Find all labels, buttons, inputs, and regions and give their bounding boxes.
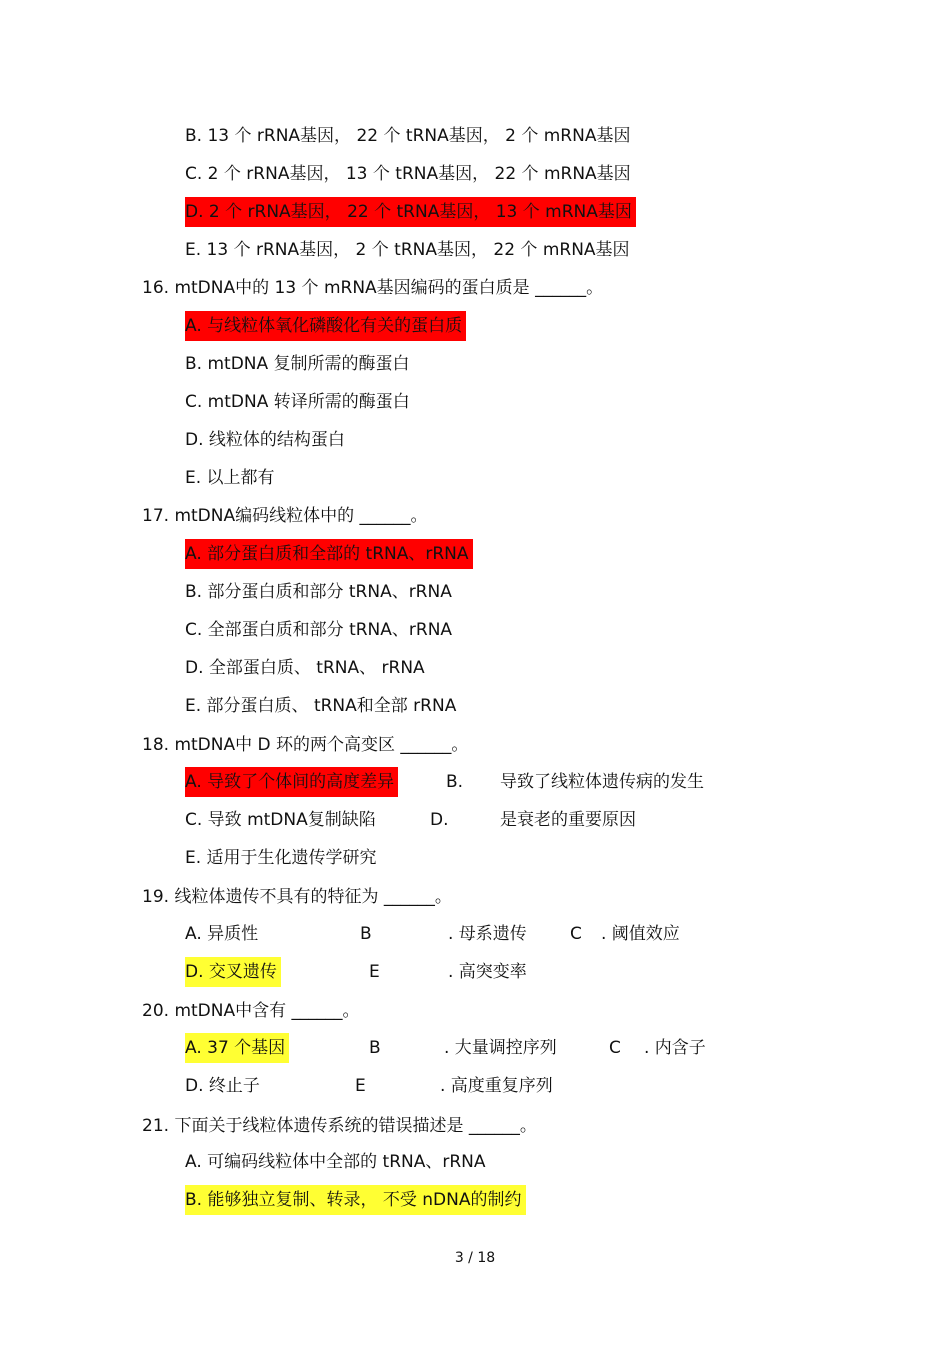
q19-option-b-letter: B (360, 924, 372, 944)
option-d-answer (185, 197, 636, 221)
question-17-stem: 17. mtDNA编码线粒体中的 ______。 (142, 506, 428, 526)
q21-option-b-answer (185, 1185, 526, 1209)
option-c: C. 2 个 rRNA基因， 13 个 tRNA基因， 22 个 mRNA基因 (185, 164, 631, 184)
question-16-stem: 16. mtDNA中的 13 个 mRNA基因编码的蛋白质是 ______。 (142, 278, 604, 298)
question-18-stem: 18. mtDNA中 D 环的两个高变区 ______。 (142, 735, 469, 755)
q19-option-a: A. 异质性 (185, 924, 259, 944)
q19-option-e-text: . 高突变率 (448, 962, 527, 982)
q16-option-b: B. mtDNA 复制所需的酶蛋白 (185, 354, 410, 374)
q20-option-c-letter: C (609, 1038, 621, 1058)
q19-option-b-text: . 母系遗传 (448, 924, 527, 944)
q18-option-d-letter: D. (430, 810, 449, 830)
q18-option-e: E. 适用于生化遗传学研究 (185, 848, 377, 868)
q19-option-e-letter: E (369, 962, 380, 982)
q20-option-b-letter: B (369, 1038, 381, 1058)
q17-option-c: C. 全部蛋白质和部分 tRNA、rRNA (185, 620, 453, 640)
q17-option-d: D. 全部蛋白质、 tRNA、 rRNA (185, 658, 425, 678)
question-21-stem: 21. 下面关于线粒体遗传系统的错误描述是 ______。 (142, 1116, 537, 1136)
answer-highlight: A. 导致了个体间的高度差异 (185, 767, 398, 797)
q18-option-c: C. 导致 mtDNA复制缺陷 (185, 810, 376, 830)
answer-highlight: A. 部分蛋白质和全部的 tRNA、rRNA (185, 539, 473, 569)
q21-option-a: A. 可编码线粒体中全部的 tRNA、rRNA (185, 1152, 486, 1172)
q18-option-d-text: 是衰老的重要原因 (500, 810, 636, 830)
q18-option-b-text: 导致了线粒体遗传病的发生 (500, 772, 704, 792)
q18-option-b-letter: B. (446, 772, 464, 792)
q20-option-c-text: . 内含子 (644, 1038, 706, 1058)
answer-highlight: B. 能够独立复制、转录， 不受 nDNA的制约 (185, 1185, 526, 1215)
q20-option-d: D. 终止子 (185, 1076, 260, 1096)
q18-option-a-answer (185, 767, 398, 791)
q20-option-b-text: . 大量调控序列 (444, 1038, 557, 1058)
q17-option-b: B. 部分蛋白质和部分 tRNA、rRNA (185, 582, 452, 602)
q20-option-e-text: . 高度重复序列 (440, 1076, 553, 1096)
answer-highlight: D. 2 个 rRNA基因， 22 个 tRNA基因， 13 个 mRNA基因 (185, 197, 636, 227)
q16-option-c: C. mtDNA 转译所需的酶蛋白 (185, 392, 410, 412)
q16-option-a-answer (185, 311, 466, 335)
option-e: E. 13 个 rRNA基因， 2 个 tRNA基因， 22 个 mRNA基因 (185, 240, 630, 260)
q19-option-c-letter: C (570, 924, 582, 944)
q17-option-e: E. 部分蛋白质、 tRNA和全部 rRNA (185, 696, 457, 716)
page-number: 3 / 18 (454, 1250, 496, 1266)
q19-option-c-text: . 阈值效应 (601, 924, 680, 944)
q19-option-d-answer (185, 957, 281, 981)
answer-highlight: D. 交叉遗传 (185, 957, 281, 987)
q16-option-d: D. 线粒体的结构蛋白 (185, 430, 345, 450)
option-b: B. 13 个 rRNA基因， 22 个 tRNA基因， 2 个 mRNA基因 (185, 126, 631, 146)
answer-highlight: A. 与线粒体氧化磷酸化有关的蛋白质 (185, 311, 466, 341)
question-19-stem: 19. 线粒体遗传不具有的特征为 ______。 (142, 887, 452, 907)
q20-option-e-letter: E (355, 1076, 366, 1096)
q16-option-e: E. 以上都有 (185, 468, 275, 488)
q20-option-a-answer (185, 1033, 289, 1057)
question-20-stem: 20. mtDNA中含有 ______。 (142, 1001, 360, 1021)
q17-option-a-answer (185, 539, 473, 563)
answer-highlight: A. 37 个基因 (185, 1033, 289, 1063)
